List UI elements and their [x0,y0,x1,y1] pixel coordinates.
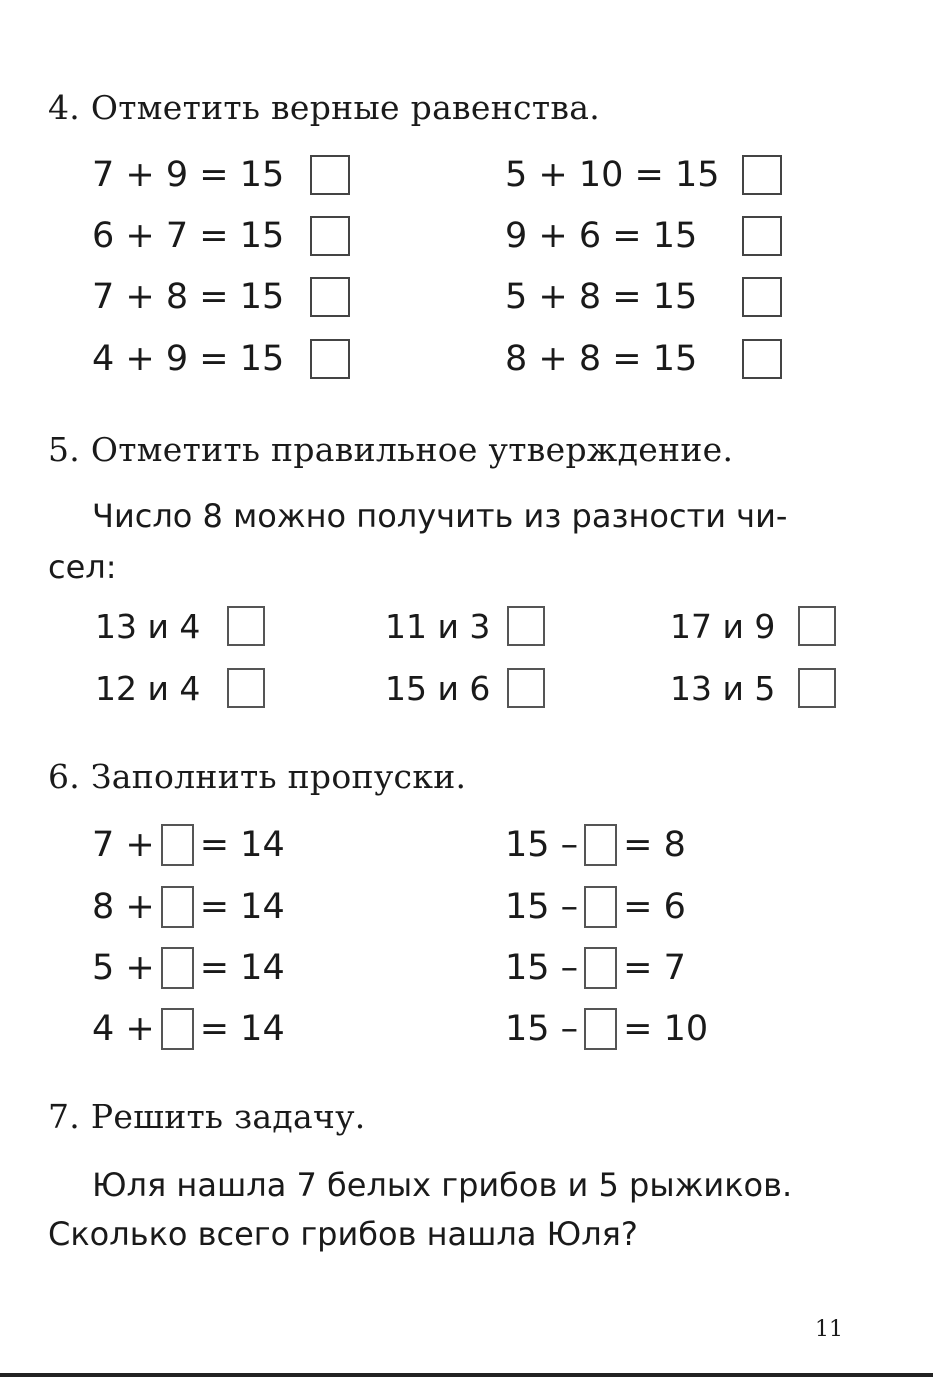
task-6-equation [92,886,285,928]
answer-checkbox[interactable] [507,606,545,646]
task-6-equation [505,824,686,866]
equation-text: 4 + 9 = 15 [92,339,285,379]
blank-input[interactable] [584,886,617,928]
task-4-equation [92,155,350,195]
task-5-option [95,606,265,646]
answer-checkbox[interactable] [310,216,350,256]
equation-text: 5 + 8 = 15 [505,277,698,317]
equation-left: 15 – [505,1009,579,1049]
task-4-equation [92,277,350,317]
answer-checkbox[interactable] [798,606,836,646]
task-5-heading: 5. Отметить правильное утверждение. [48,430,734,469]
equation-text: 7 + 8 = 15 [92,277,285,317]
option-text: 15 и 6 [385,668,491,708]
blank-input[interactable] [584,1008,617,1050]
task-5-option [95,668,265,708]
equation-right: = 7 [623,948,686,988]
equation-text: 8 + 8 = 15 [505,339,698,379]
equation-left: 4 + [92,1009,155,1049]
task-5-option [385,668,545,708]
equation-right: = 14 [199,948,285,988]
task-6-equation [92,1008,285,1050]
option-text: 13 и 5 [670,668,776,708]
page-bottom-rule [0,1373,933,1377]
equation-text: 5 + 10 = 15 [505,155,720,195]
page-number: 11 [815,1317,843,1342]
task-7-problem-line-1: Юля нашла 7 белых грибов и 5 рыжиков. [92,1166,793,1204]
task-6-heading: 6. Заполнить пропуски. [48,757,467,796]
task-4-equation [92,339,350,379]
equation-right: = 6 [623,887,686,927]
equation-right: = 10 [623,1009,709,1049]
task-5-statement-line-1: Число 8 можно получить из разности чи- [92,497,788,535]
answer-checkbox[interactable] [310,339,350,379]
task-7-problem-line-2: Сколько всего грибов нашла Юля? [48,1215,638,1253]
task-6-equation [92,947,285,989]
option-text: 12 и 4 [95,668,201,708]
answer-checkbox[interactable] [507,668,545,708]
task-7-heading: 7. Решить задачу. [48,1097,366,1136]
blank-input[interactable] [161,947,194,989]
task-4-equation [505,155,782,195]
option-text: 13 и 4 [95,606,201,646]
task-4-equation [505,277,782,317]
answer-checkbox[interactable] [742,277,782,317]
task-6-equation [505,947,686,989]
equation-text: 7 + 9 = 15 [92,155,285,195]
equation-left: 15 – [505,825,579,865]
blank-input[interactable] [161,1008,194,1050]
answer-checkbox[interactable] [310,277,350,317]
answer-checkbox[interactable] [742,155,782,195]
answer-checkbox[interactable] [742,216,782,256]
equation-right: = 14 [199,887,285,927]
task-5-option [670,606,836,646]
equation-right: = 14 [199,825,285,865]
option-text: 17 и 9 [670,606,776,646]
equation-left: 8 + [92,887,155,927]
equation-text: 9 + 6 = 15 [505,216,698,256]
answer-checkbox[interactable] [310,155,350,195]
equation-right: = 14 [199,1009,285,1049]
task-4-heading: 4. Отметить верные равенства. [48,88,601,127]
task-4-equation [92,216,350,256]
task-4-equation [505,339,782,379]
blank-input[interactable] [161,886,194,928]
task-5-option [670,668,836,708]
answer-checkbox[interactable] [798,668,836,708]
task-4-equation [505,216,782,256]
answer-checkbox[interactable] [227,668,265,708]
equation-left: 15 – [505,948,579,988]
answer-checkbox[interactable] [742,339,782,379]
blank-input[interactable] [584,824,617,866]
task-6-equation [505,886,686,928]
equation-left: 7 + [92,825,155,865]
equation-text: 6 + 7 = 15 [92,216,285,256]
blank-input[interactable] [584,947,617,989]
task-5-statement-line-2: сел: [48,548,117,586]
task-5-option [385,606,545,646]
answer-checkbox[interactable] [227,606,265,646]
blank-input[interactable] [161,824,194,866]
task-6-equation [92,824,285,866]
option-text: 11 и 3 [385,606,491,646]
task-6-equation [505,1008,708,1050]
equation-right: = 8 [623,825,686,865]
equation-left: 5 + [92,948,155,988]
equation-left: 15 – [505,887,579,927]
